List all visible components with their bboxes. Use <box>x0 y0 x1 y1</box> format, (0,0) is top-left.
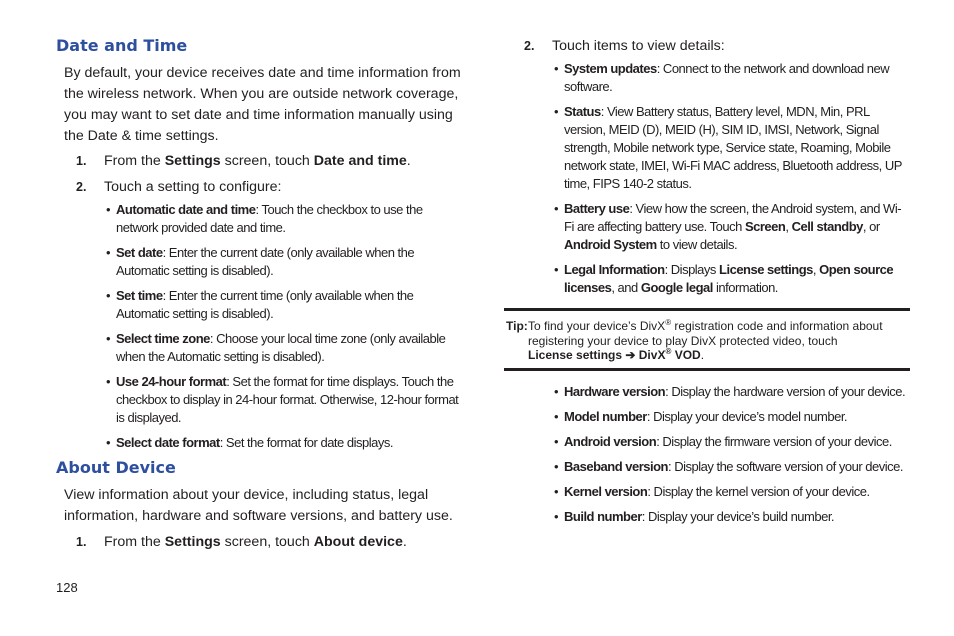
list-item: • Build number: Display your device’s build number. <box>504 508 910 526</box>
date-time-settings-list <box>56 201 466 452</box>
list-item: • Set time: Enter the current time (only available when the Automatic setting is disabled). <box>56 287 466 323</box>
list-item: • Automatic date and time: Touch the checkbox to use the network provided date and time. <box>56 201 466 237</box>
list-item: • Select time zone: Choose your local time zone (only available when the Automatic setting is disabled). <box>56 330 466 366</box>
list-item: • Use 24-hour format: Set the format for time displays. Touch the checkbox to display in 24-hour format. Otherwise, 12-hour format is displayed. <box>56 373 466 427</box>
list-item: • Legal Information: Displays License settings, Open source licenses, and Google legal information. <box>504 261 910 297</box>
page-number: 128 <box>56 580 78 595</box>
list-item: • System updates: Connect to the network and download new software. <box>504 60 910 96</box>
tip-box <box>504 308 910 371</box>
list-item: • Select date format: Set the format for date displays. <box>56 434 466 452</box>
date-time-step-1: 1. From the Settings screen, touch Date and time. <box>76 153 411 169</box>
left-column <box>56 36 466 552</box>
list-item: • Kernel version: Display the kernel version of your device. <box>504 483 910 501</box>
section-heading-about-device: About Device <box>56 458 176 477</box>
date-time-step-2: 2. Touch a setting to configure: <box>76 179 282 195</box>
list-item: • Model number: Display your device’s model number. <box>504 408 910 426</box>
tip-text: To find your device’s DivX® registration code and information about registering your device to play DivX protected video, touch License settings ➔ DivX® VOD. <box>528 318 883 362</box>
about-device-step-1: 1. From the Settings screen, touch About device. <box>76 534 407 550</box>
right-column <box>504 36 910 297</box>
about-device-step-2: 2. Touch items to view details: <box>524 38 725 54</box>
list-item: • Battery use: View how the screen, the Android system, and Wi-Fi are affecting battery use. Touch Screen, Cell standby, or Android System to view details. <box>504 200 910 254</box>
list-item: • Baseband version: Display the software version of your device. <box>504 458 910 476</box>
list-item: • Hardware version: Display the hardware version of your device. <box>504 383 910 401</box>
arrow-icon: ➔ <box>622 348 639 362</box>
section-heading-date-time: Date and Time <box>56 36 188 55</box>
about-device-items-list-continued <box>504 383 910 526</box>
list-item: • Status: View Battery status, Battery level, MDN, Min, PRL version, MEID (D), MEID (H), SIM ID, IMSI, Network, Signal strength, Mobile network type, Service state, Roaming, Mobile network state, IMEI, Wi-Fi MAC address, Bluetooth address, UP time, FIPS 140-2 status. <box>504 103 910 193</box>
tip-label: Tip: <box>506 319 528 333</box>
list-item: • Android version: Display the firmware version of your device. <box>504 433 910 451</box>
about-device-intro: View information about your device, including status, legal information, hardware and software versions, and battery use. <box>64 487 453 524</box>
list-item: • Set date: Enter the current date (only available when the Automatic setting is disabled). <box>56 244 466 280</box>
about-device-items-list <box>504 60 910 297</box>
date-time-intro: By default, your device receives date and time information from the wireless network. When you are outside network coverage, you may want to set date and time information manually using the Date & time settings. <box>64 65 461 144</box>
